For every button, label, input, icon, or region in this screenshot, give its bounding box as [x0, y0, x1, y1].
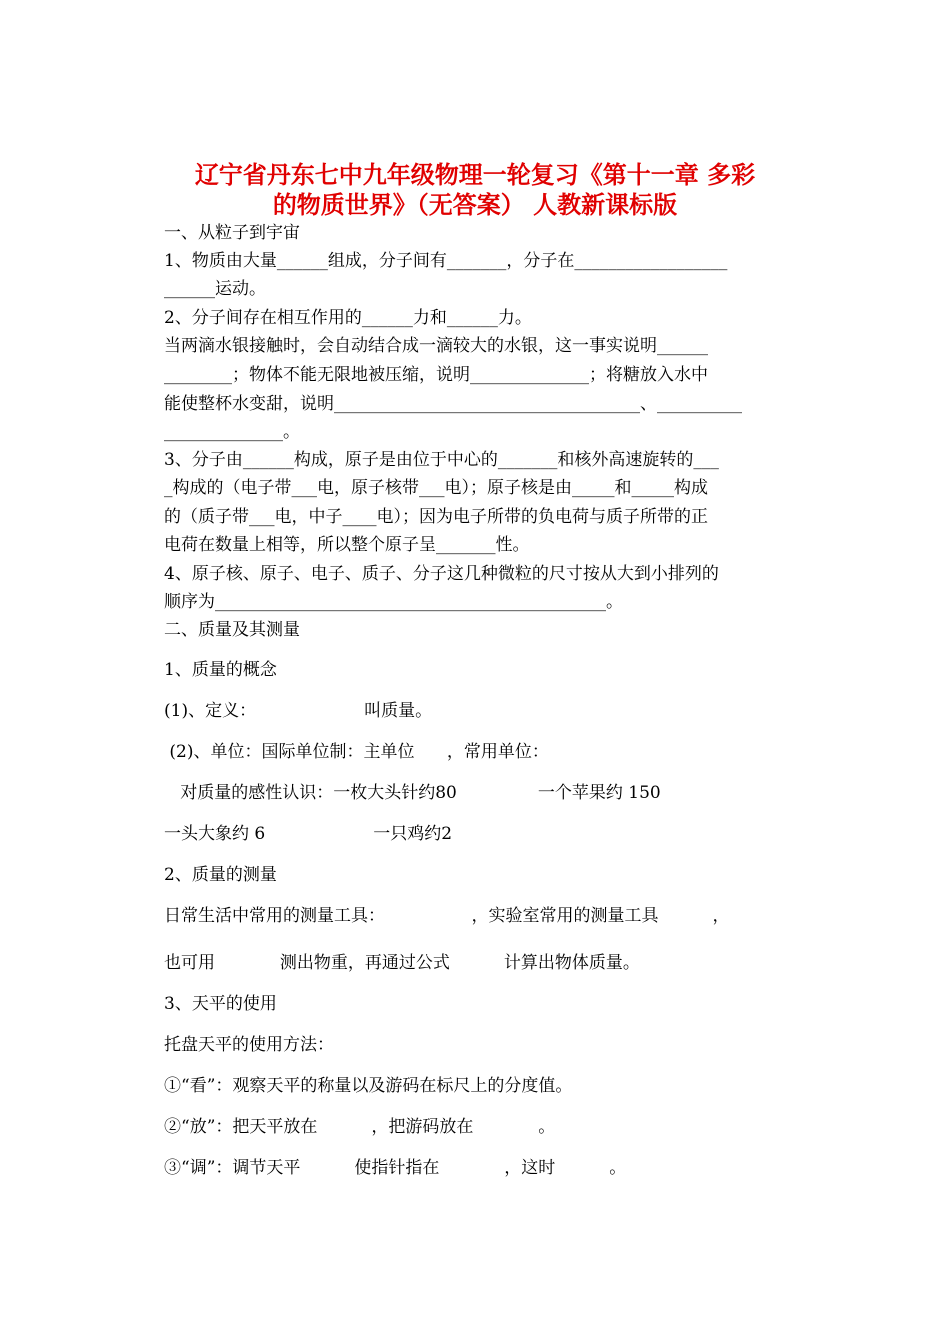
text-line: 托盘天平的使用方法：: [164, 1035, 334, 1055]
text-line: 1、物质由大量______组成，分子间有_______，分子在__________________: [164, 251, 728, 271]
text-line: 日常生活中常用的测量工具： ，实验室常用的测量工具 ，: [164, 906, 730, 926]
text-line: 顺序为______________________________________________。: [164, 592, 623, 612]
text-line: (2)、单位：国际单位制：主单位 ，常用单位：: [164, 742, 549, 762]
text-line: 一头大象约 6 一只鸡约2: [164, 824, 453, 844]
text-line: (1)、定义： 叫质量。: [164, 701, 433, 721]
text-line: ________；物体不能无限地被压缩，说明______________；将糖放入水中: [164, 365, 708, 385]
text-line: ______________。: [164, 422, 300, 442]
text-line: 的（质子带___电，中子____电）；因为电子所带的负电荷与质子所带的正: [164, 507, 708, 527]
text-line: ③“调”：调节天平 使指针指在 ，这时 。: [164, 1158, 627, 1178]
text-line: 2、分子间存在相互作用的______力和______力。: [164, 308, 532, 328]
text-line: 对质量的感性认识：一枚大头针约80 一个苹果约 150: [164, 783, 661, 803]
text-line: 能使整杯水变甜，说明____________________________________、__________: [164, 394, 742, 414]
text-line: 电荷在数量上相等，所以整个原子呈_______性。: [164, 535, 530, 555]
document-title-line-2: 的物质世界》（无答案） 人教新课标版: [272, 190, 678, 219]
subsection-heading: 2、质量的测量: [164, 865, 277, 885]
text-line: 4、原子核、原子、电子、质子、分子这几种微粒的尺寸按从大到小排列的: [164, 564, 719, 584]
subsection-heading: 1、质量的概念: [164, 660, 277, 680]
subsection-heading: 3、天平的使用: [164, 994, 277, 1014]
document-title-line-1: 辽宁省丹东七中九年级物理一轮复习《第十一章 多彩: [194, 160, 756, 189]
text-line: 当两滴水银接触时，会自动结合成一滴较大的水银，这一事实说明______: [164, 336, 708, 356]
text-line: ①“看”：观察天平的称量以及游码在标尺上的分度值。: [164, 1076, 573, 1096]
text-line: 3、分子由______构成，原子是由位于中心的_______和核外高速旋转的___: [164, 450, 719, 470]
section-heading-particles: 一、从粒子到宇宙: [164, 223, 300, 243]
text-line: ______运动。: [164, 279, 266, 299]
text-line: 也可用 测出物重，再通过公式 计算出物体质量。: [164, 953, 640, 973]
section-heading-mass: 二、质量及其测量: [164, 620, 300, 640]
text-line: _构成的（电子带___电，原子核带___电）；原子核是由_____和_____构成: [164, 478, 708, 498]
text-line: ②“放”：把天平放在 ，把游码放在 。: [164, 1117, 556, 1137]
